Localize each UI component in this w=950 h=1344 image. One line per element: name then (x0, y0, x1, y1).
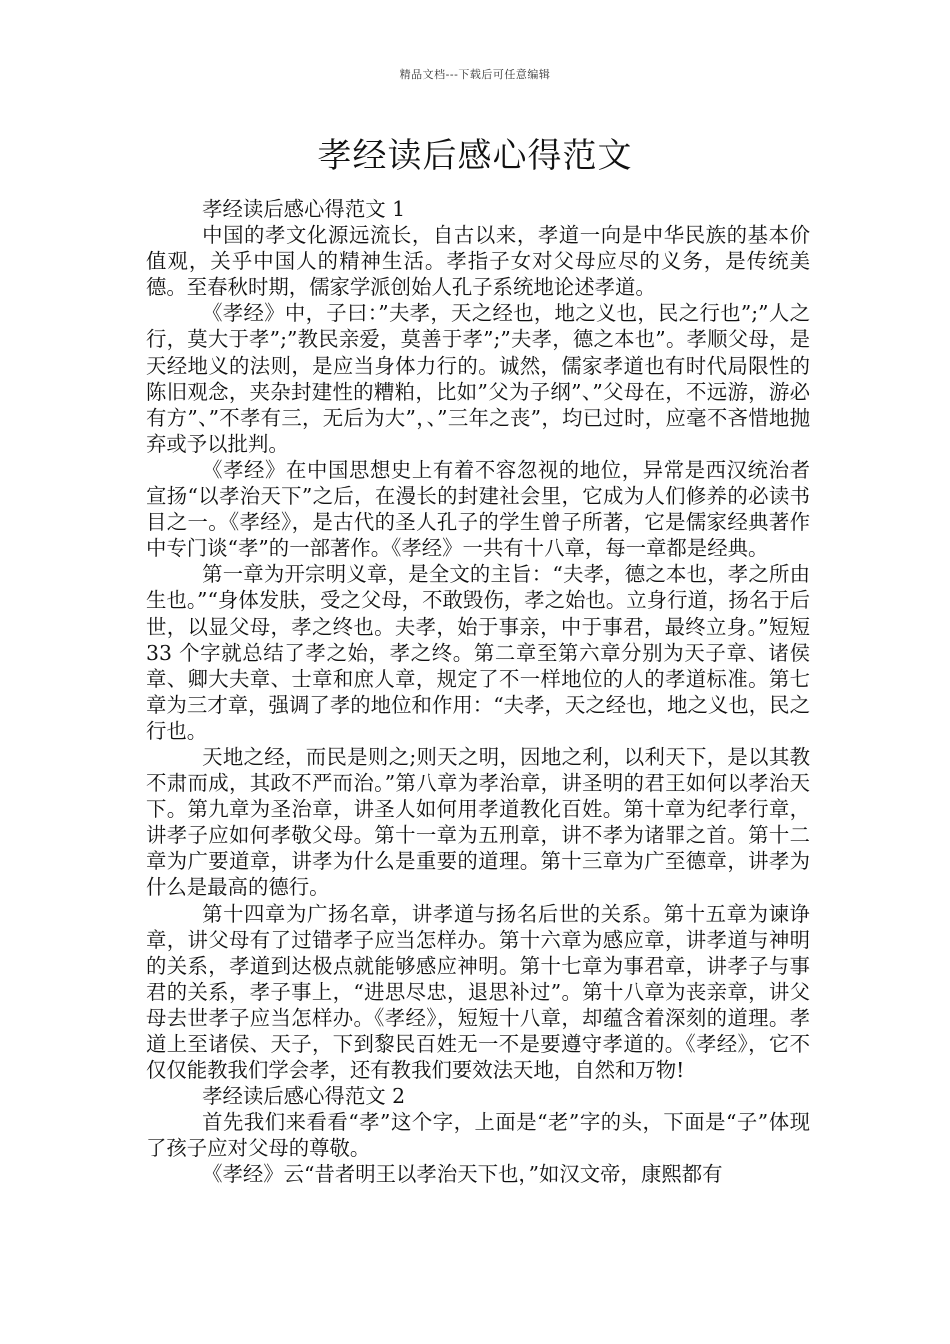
paragraph: 中国的孝文化源远流长，自古以来，孝道一向是中华民族的基本价值观，关乎中国人的精神生活。孝指子女对父母应尽的义务，是传统美德。至春秋时期，儒家学派创始人孔子系统地论述孝道。 (146, 223, 810, 300)
section-heading: 孝经读后感心得范文 2 (202, 1084, 406, 1109)
paragraph: 《孝经》中，子曰：”夫孝，天之经也，地之义也，民之行也”;”人之行，莫大于孝”;”教民亲爱，莫善于孝”;”夫孝，德之本也”。孝顺父母，是天经地义的法则，是应当身体力行的。诚然，儒家孝道也有时代局限性的陈旧观念，夹杂封建性的糟粕，比如”父为子纲”、”父母在，不远游，游必有方”、”不孝有三，无后为大”，、”三年之丧”，均已过时，应毫不吝惜地抛弃或予以批判。 (146, 301, 810, 456)
document-body (146, 196, 817, 1188)
section-heading: 孝经读后感心得范文 1 (202, 197, 406, 221)
paragraph: 首先我们来看看“孝”这个字，上面是“老”字的头，下面是“子”体现了孩子应对父母的尊敬。 (146, 1110, 810, 1161)
paragraph: 《孝经》云“昔者明王以孝治天下也，”如汉文帝，康熙都有 (202, 1162, 723, 1187)
paragraph: 《孝经》在中国思想史上有着不容忽视的地位，异常是西汉统治者宣扬“以孝治天下”之后，在漫长的封建社会里，它成为人们修养的必读书目之一。《孝经》，是古代的圣人孔子的学生曾子所著，它是儒家经典著作中专门谈“孝”的一部著作。《孝经》一共有十八章，每一章都是经典。 (146, 457, 810, 561)
page-header-note: 精品文档---下载后可任意编辑 (399, 68, 551, 81)
paragraph: 天地之经，而民是则之;则天之明，因地之利，以利天下，是以其教不肃而成，其政不严而治。”第八章为孝治章，讲圣明的君王如何以孝治天下。第九章为圣治章，讲圣人如何用孝道教化百姓。第十章为纪孝行章，讲孝子应如何孝敬父母。第十一章为五刑章，讲不孝为诸罪之首。第十二章为广要道章，讲孝为什么是重要的道理。第十三章为广至德章，讲孝为什么是最高的德行。 (146, 744, 810, 900)
document-title: 孝经读后感心得范文 (317, 136, 633, 176)
paragraph: 第十四章为广扬名章，讲孝道与扬名后世的关系。第十五章为谏诤章，讲父母有了过错孝子应当怎样办。第十六章为感应章，讲孝道与神明的关系，孝道到达极点就能够感应神明。第十七章为事君章，讲孝子与事君的关系，孝子事上，“进思尽忠，退思补过”。第十八章为丧亲章，讲父母去世孝子应当怎样办。《孝经》，短短十八章，却蕴含着深刻的道理。孝道上至诸侯、天子，下到黎民百姓无一不是要遵守孝道的。《孝经》，它不仅仅能教我们学会孝，还有教我们要效法天地，自然和万物! (146, 901, 810, 1083)
paragraph: 第一章为开宗明义章，是全文的主旨：“夫孝，德之本也，孝之所由生也。”“身体发肤，受之父母，不敢毁伤，孝之始也。立身行道，扬名于后世，以显父母，孝之终也。夫孝，始于事亲，中于事君，最终立身。”短短 33 个字就总结了孝之始，孝之终。第二章至第六章分别为天子章、诸侯章、卿大夫章、士章和庶人章，规定了不一样地位的人的孝道标准。第七章为三才章，强调了孝的地位和作用：“夫孝，天之经也，地之义也，民之行也。 (146, 562, 817, 743)
